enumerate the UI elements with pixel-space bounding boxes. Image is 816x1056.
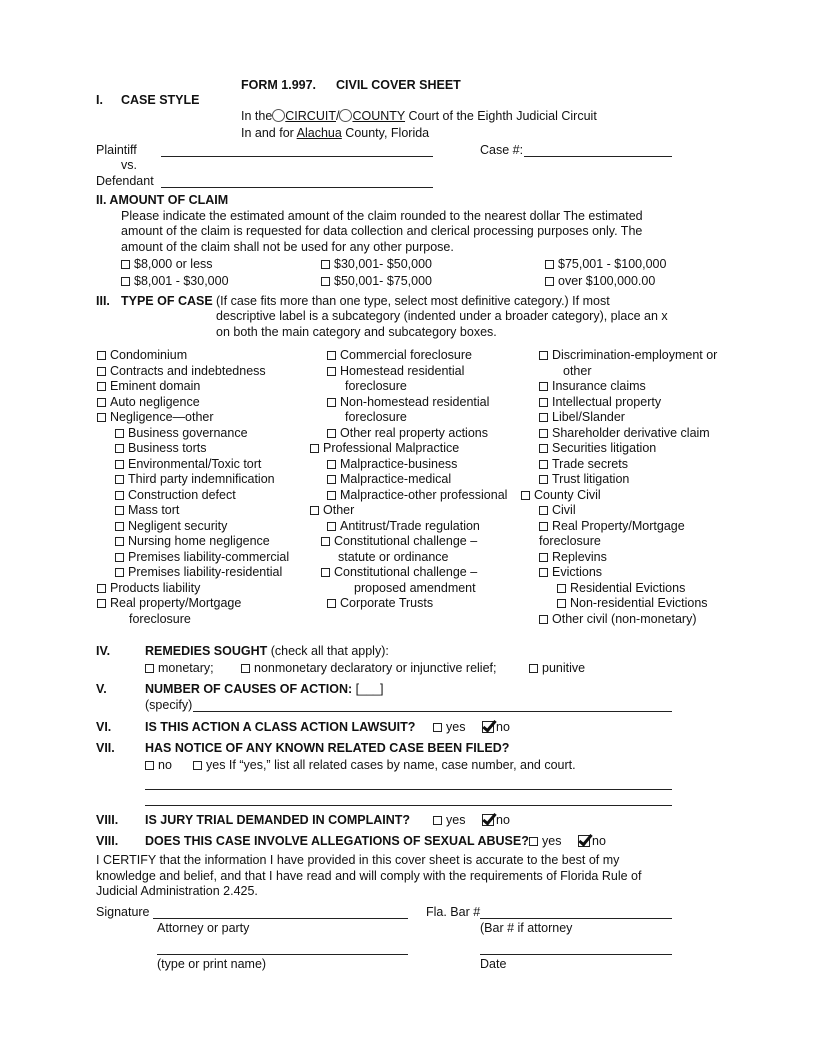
case-type-label: Discrimination-employment or: [552, 348, 718, 362]
amount-option[interactable]: [321, 257, 432, 272]
checkbox[interactable]: [529, 664, 538, 673]
case-type-item[interactable]: [97, 364, 266, 379]
checkbox[interactable]: [310, 444, 319, 453]
case-type-label: Mass tort: [128, 503, 180, 517]
county-radio[interactable]: [339, 109, 352, 122]
checkbox[interactable]: [97, 599, 106, 608]
causes-title: NUMBER OF CAUSES OF ACTION:: [145, 682, 353, 696]
checkbox[interactable]: [557, 584, 566, 593]
plaintiff-label: Plaintiff: [96, 143, 137, 157]
amount-para-1: Please indicate the estimated amount of the claim rounded to the nearest dollar The estimated: [121, 209, 643, 223]
county-state: County, Florida: [345, 126, 430, 140]
abuse-yes[interactable]: [529, 834, 561, 849]
certify-line-1: I CERTIFY that the information I have provided in this cover sheet is accurate to the best of my: [96, 853, 620, 867]
checkbox[interactable]: [327, 599, 336, 608]
case-type-label: Homestead residential: [340, 363, 465, 378]
print-name-field[interactable]: [157, 954, 408, 955]
case-type-label: Malpractice-business: [340, 456, 458, 471]
remedy-label: nonmonetary declaratory or injunctive relief;: [254, 661, 497, 675]
checkbox[interactable]: [121, 260, 130, 269]
yes-label: yes: [446, 813, 466, 827]
checked-checkbox-icon[interactable]: [482, 721, 494, 733]
case-type-item[interactable]: [539, 410, 625, 425]
case-type-label: Constitutional challenge –: [334, 534, 478, 548]
case-type-label: Trust litigation: [552, 472, 630, 486]
case-type-item[interactable]: [97, 348, 187, 363]
checked-checkbox-icon[interactable]: [482, 814, 494, 826]
checkbox[interactable]: [545, 277, 554, 286]
case-type-item[interactable]: [115, 472, 275, 487]
checkbox[interactable]: [545, 260, 554, 269]
case-type-item[interactable]: [115, 457, 261, 472]
yes-label: yes: [446, 720, 466, 734]
checkbox[interactable]: [521, 491, 530, 500]
section-8-number: VIII.: [96, 813, 119, 827]
case-type-item[interactable]: [539, 550, 607, 565]
case-type-item[interactable]: [539, 395, 661, 410]
case-number-field[interactable]: [524, 156, 672, 157]
related-case-question: HAS NOTICE OF ANY KNOWN RELATED CASE BEEN FILED?: [145, 741, 510, 755]
checkbox[interactable]: [327, 460, 336, 469]
case-type-item[interactable]: [327, 596, 433, 611]
section-8b-number: VIII.: [96, 834, 119, 848]
case-type-item[interactable]: [97, 581, 200, 596]
circuit-radio[interactable]: [272, 109, 285, 122]
case-type-label: Antitrust/Trade regulation: [340, 518, 480, 533]
case-type-label: Professional Malpractice: [323, 441, 460, 455]
amount-option-label: $75,001 - $100,000: [558, 257, 667, 271]
amount-option-label: over $100,000.00: [558, 274, 656, 288]
checkbox[interactable]: [97, 367, 106, 376]
case-type-label: Business governance: [128, 425, 248, 440]
no-label: no: [496, 720, 510, 734]
checkbox[interactable]: [97, 398, 106, 407]
case-type-label: Non-homestead residential: [340, 394, 490, 409]
checkbox[interactable]: [539, 351, 548, 360]
case-type-label: Malpractice-medical: [340, 472, 452, 486]
vs-label: vs.: [121, 158, 137, 172]
checkbox[interactable]: [97, 382, 106, 391]
yes-label: yes If “yes,” list all related cases by name, case number, and court.: [206, 758, 576, 772]
case-type-item[interactable]: [115, 550, 289, 565]
remedy-nonmonetary[interactable]: [241, 661, 496, 676]
abuse-question: DOES THIS CASE INVOLVE ALLEGATIONS OF SEXUAL ABUSE?: [145, 834, 529, 848]
case-type-item[interactable]: [521, 488, 601, 503]
case-type-item[interactable]: [539, 503, 576, 518]
case-type-item[interactable]: [115, 519, 227, 534]
checkbox[interactable]: [121, 277, 130, 286]
no-label: no: [592, 834, 606, 848]
section-1-number: I.: [96, 93, 103, 107]
no-label: no: [496, 813, 510, 827]
checkbox[interactable]: [327, 475, 336, 484]
checkbox[interactable]: [539, 444, 548, 453]
case-type-label: Securities litigation: [552, 441, 657, 455]
remedy-monetary[interactable]: [145, 661, 214, 676]
fla-bar-label: Fla. Bar #: [426, 905, 481, 919]
case-type-item[interactable]: [97, 596, 241, 611]
case-type-label: Condominium: [110, 348, 188, 362]
specify-field[interactable]: [193, 711, 672, 712]
checkbox[interactable]: [327, 367, 336, 376]
case-type-label: foreclosure: [129, 611, 191, 626]
class-action-question: IS THIS ACTION A CLASS ACTION LAWSUIT?: [145, 720, 416, 734]
remedy-label: punitive: [542, 661, 586, 675]
case-type-label: Real Property/Mortgage: [552, 518, 685, 533]
checkbox[interactable]: [145, 664, 154, 673]
case-type-item[interactable]: [539, 457, 628, 472]
case-type-label: Negligence—other: [110, 410, 214, 424]
section-5-number: V.: [96, 682, 107, 696]
checkbox[interactable]: [321, 537, 330, 546]
checkbox[interactable]: [115, 522, 124, 531]
case-type-label: Other real property actions: [340, 425, 488, 440]
court-suffix: Court of the Eighth Judicial Circuit: [408, 109, 597, 123]
print-name-label: (type or print name): [157, 957, 267, 971]
amount-option[interactable]: [121, 257, 213, 272]
case-type-label: statute or ordinance: [338, 549, 449, 564]
case-type-item[interactable]: [557, 581, 685, 596]
section-3-title: TYPE OF CASE: [121, 294, 213, 308]
checkbox[interactable]: [433, 816, 442, 825]
checkbox[interactable]: [539, 615, 548, 624]
checkbox[interactable]: [327, 398, 336, 407]
case-type-label: foreclosure: [345, 410, 407, 424]
amount-para-2: amount of the claim is requested for data collection and clerical processing purposes only. The: [121, 224, 643, 238]
case-type-label: Other civil (non-monetary): [552, 611, 697, 626]
case-type-item[interactable]: [539, 441, 656, 456]
checkbox[interactable]: [539, 475, 548, 484]
no-label: no: [158, 758, 172, 772]
remedies-heading: [145, 644, 389, 659]
defendant-label: Defendant: [96, 174, 154, 188]
case-type-item[interactable]: [310, 441, 459, 456]
section-3-number: III.: [96, 294, 110, 308]
remedies-note: (check all that apply):: [270, 644, 389, 658]
case-type-item[interactable]: [97, 395, 200, 410]
jury-question: IS JURY TRIAL DEMANDED IN COMPLAINT?: [145, 813, 411, 827]
class-action-no[interactable]: [482, 720, 510, 735]
case-type-label: Third party indemnification: [128, 472, 275, 486]
amount-option-label: $30,001- $50,000: [334, 257, 433, 271]
date-label: Date: [480, 957, 507, 971]
checkbox[interactable]: [115, 537, 124, 546]
case-type-item[interactable]: [327, 364, 464, 379]
type-desc-3: on both the main category and subcategory boxes.: [216, 325, 497, 339]
checkbox[interactable]: [327, 429, 336, 438]
remedy-punitive[interactable]: [529, 661, 585, 676]
signature-label: Signature: [96, 905, 150, 919]
fla-bar-field[interactable]: [480, 918, 672, 919]
case-type-item[interactable]: [321, 565, 477, 580]
checkbox[interactable]: [115, 506, 124, 515]
case-type-label: County Civil: [534, 487, 601, 502]
case-type-label: Negligent security: [128, 518, 228, 533]
checkbox[interactable]: [145, 761, 154, 770]
causes-count-field[interactable]: [___]: [355, 682, 384, 696]
case-type-item[interactable]: [539, 612, 697, 627]
case-type-label: Replevins: [552, 549, 607, 564]
case-type-label: Malpractice-other professional: [340, 487, 508, 502]
amount-option[interactable]: [321, 274, 432, 289]
jury-no[interactable]: [482, 813, 510, 828]
case-type-label: proposed amendment: [354, 580, 476, 595]
checkbox[interactable]: [539, 398, 548, 407]
checked-checkbox-icon[interactable]: [578, 835, 590, 847]
amount-option-label: $8,000 or less: [134, 257, 213, 271]
type-desc-2: descriptive label is a subcategory (indented under a broader category), place an x: [216, 309, 668, 323]
abuse-no[interactable]: [578, 834, 606, 849]
checkbox[interactable]: [97, 413, 106, 422]
checkbox[interactable]: [241, 664, 250, 673]
case-type-label: Civil: [552, 503, 576, 517]
case-type-label: Contracts and indebtedness: [110, 363, 266, 378]
case-type-label: Insurance claims: [552, 379, 646, 393]
case-type-label: foreclosure: [539, 534, 601, 548]
checkbox[interactable]: [539, 522, 548, 531]
case-type-label: Other: [323, 503, 355, 517]
related-yes[interactable]: [193, 758, 576, 773]
remedy-label: monetary;: [158, 661, 214, 675]
checkbox[interactable]: [327, 351, 336, 360]
form-title: CIVIL COVER SHEET: [336, 78, 461, 92]
case-type-label: Premises liability-residential: [128, 565, 283, 579]
case-type-item[interactable]: [539, 348, 717, 363]
case-type-label: Environmental/Toxic tort: [128, 456, 262, 471]
case-type-label: Non-residential Evictions: [570, 596, 708, 610]
case-type-label: foreclosure: [345, 379, 407, 393]
in-and-for-line: [241, 126, 429, 141]
checkbox[interactable]: [115, 460, 124, 469]
case-type-item: [338, 550, 449, 565]
checkbox[interactable]: [529, 837, 538, 846]
checkbox[interactable]: [539, 553, 548, 562]
case-type-item[interactable]: [115, 534, 270, 549]
circuit-label: CIRCUIT: [285, 109, 336, 123]
case-type-item[interactable]: [327, 488, 507, 503]
case-type-label: Libel/Slander: [552, 410, 625, 424]
amount-option-label: $8,001 - $30,000: [134, 274, 229, 288]
case-type-label: other: [563, 363, 592, 378]
section-4-number: IV.: [96, 644, 111, 658]
checkbox[interactable]: [327, 491, 336, 500]
case-type-label: Premises liability-commercial: [128, 549, 290, 564]
case-type-label: Eminent domain: [110, 379, 201, 393]
case-type-item: [539, 534, 601, 549]
bar-note: (Bar # if attorney: [480, 921, 573, 935]
case-type-item: [345, 410, 407, 425]
checkbox[interactable]: [433, 723, 442, 732]
case-type-label: Construction defect: [128, 487, 236, 502]
related-cases-field-1[interactable]: [145, 789, 672, 790]
case-type-label: Evictions: [552, 565, 603, 579]
causes-heading: [145, 682, 383, 697]
checkbox[interactable]: [539, 506, 548, 515]
case-type-item[interactable]: [327, 457, 457, 472]
certify-line-3: Judicial Administration 2.425.: [96, 884, 258, 898]
checkbox[interactable]: [115, 568, 124, 577]
section-1-title: CASE STYLE: [121, 93, 200, 107]
checkbox[interactable]: [539, 413, 548, 422]
amount-title: II. AMOUNT OF CLAIM: [96, 193, 229, 207]
checkbox[interactable]: [557, 599, 566, 608]
case-type-item[interactable]: [115, 565, 282, 580]
checkbox[interactable]: [310, 506, 319, 515]
case-type-label: Products liability: [110, 580, 201, 595]
signature-field[interactable]: [153, 918, 408, 919]
case-type-item[interactable]: [327, 519, 480, 534]
case-number-label: Case #:: [480, 143, 524, 157]
case-type-item[interactable]: [310, 503, 354, 518]
case-type-item[interactable]: [115, 488, 236, 503]
case-type-item[interactable]: [115, 441, 207, 456]
checkbox[interactable]: [539, 460, 548, 469]
case-type-label: Business torts: [128, 441, 207, 455]
case-type-label: Trade secrets: [552, 456, 628, 471]
court-line: [241, 109, 597, 124]
case-type-item[interactable]: [115, 426, 248, 441]
case-type-item[interactable]: [539, 472, 629, 487]
case-type-label: Real property/Mortgage: [110, 596, 242, 610]
case-type-item[interactable]: [321, 534, 477, 549]
checkbox[interactable]: [321, 260, 330, 269]
certify-line-2: knowledge and belief, and that I have read and will comply with the requirements of Florida Rule of: [96, 869, 642, 883]
case-type-label: Commercial foreclosure: [340, 348, 472, 362]
checkbox[interactable]: [539, 568, 548, 577]
case-type-item[interactable]: [115, 503, 179, 518]
case-type-label: Nursing home negligence: [128, 534, 270, 548]
amount-para-3: amount of the claim shall not be used for any other purpose.: [121, 240, 454, 254]
court-prefix: In the: [241, 109, 273, 123]
checkbox[interactable]: [327, 522, 336, 531]
plaintiff-field[interactable]: [161, 156, 433, 157]
checkbox[interactable]: [539, 382, 548, 391]
class-action-yes[interactable]: [433, 720, 465, 735]
related-cases-field-2[interactable]: [145, 805, 672, 806]
remedies-title: REMEDIES SOUGHT: [145, 644, 268, 658]
amount-option[interactable]: [545, 257, 666, 272]
case-type-label: Constitutional challenge –: [334, 565, 478, 579]
county-label: COUNTY: [352, 109, 406, 123]
case-type-item: [129, 612, 191, 627]
case-type-item[interactable]: [327, 395, 489, 410]
case-type-item: [354, 581, 476, 596]
checkbox[interactable]: [97, 584, 106, 593]
yes-label: yes: [542, 834, 562, 848]
checkbox[interactable]: [539, 429, 548, 438]
amount-option[interactable]: [121, 274, 229, 289]
case-type-item[interactable]: [327, 348, 472, 363]
case-type-label: Shareholder derivative claim: [552, 425, 710, 440]
case-type-item[interactable]: [539, 426, 710, 441]
in-and-for: In and for: [241, 126, 294, 140]
case-type-label: Corporate Trusts: [340, 596, 434, 610]
defendant-field[interactable]: [161, 187, 433, 188]
checkbox[interactable]: [193, 761, 202, 770]
case-type-item[interactable]: [539, 379, 646, 394]
section-6-number: VI.: [96, 720, 112, 734]
case-type-item[interactable]: [557, 596, 708, 611]
checkbox[interactable]: [115, 491, 124, 500]
specify-label: (specify): [145, 698, 193, 712]
county-name: Alachua: [296, 126, 342, 140]
related-no[interactable]: [145, 758, 172, 773]
case-type-item[interactable]: [539, 565, 602, 580]
case-type-label: Residential Evictions: [570, 580, 686, 595]
checkbox[interactable]: [115, 429, 124, 438]
case-type-label: Intellectual property: [552, 394, 662, 409]
case-type-item[interactable]: [97, 410, 214, 425]
case-type-item[interactable]: [539, 519, 685, 534]
case-type-label: Auto negligence: [110, 394, 200, 409]
amount-option-label: $50,001- $75,000: [334, 274, 433, 288]
form-number: FORM 1.997.: [241, 78, 317, 92]
type-desc-1: (If case fits more than one type, select most definitive category.) If most: [216, 294, 610, 308]
checkbox[interactable]: [115, 444, 124, 453]
section-7-number: VII.: [96, 741, 115, 755]
amount-option[interactable]: [545, 274, 655, 289]
checkbox[interactable]: [321, 568, 330, 577]
date-field[interactable]: [480, 954, 672, 955]
attorney-label: Attorney or party: [157, 921, 250, 935]
checkbox[interactable]: [97, 351, 106, 360]
checkbox[interactable]: [115, 553, 124, 562]
case-type-item[interactable]: [97, 379, 200, 394]
case-type-item[interactable]: [327, 426, 488, 441]
case-type-item[interactable]: [327, 472, 451, 487]
checkbox[interactable]: [115, 475, 124, 484]
jury-yes[interactable]: [433, 813, 465, 828]
case-type-item: [345, 379, 407, 394]
case-type-item: [563, 364, 592, 379]
slash: /: [335, 109, 340, 123]
checkbox[interactable]: [321, 277, 330, 286]
